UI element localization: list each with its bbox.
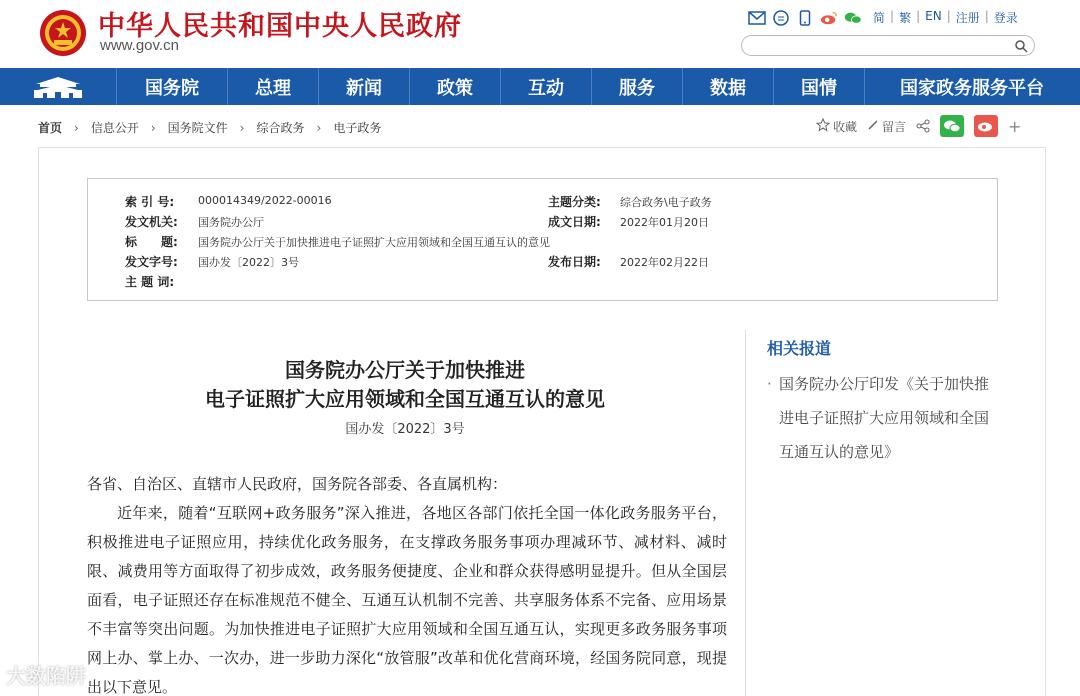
traditional-link[interactable]: 繁 xyxy=(899,11,912,25)
wechat-share-icon[interactable] xyxy=(940,115,964,137)
mail-icon[interactable] xyxy=(748,10,766,26)
mobile-icon[interactable] xyxy=(796,10,814,26)
related-report-link[interactable] xyxy=(767,367,997,469)
breadcrumb-e-government[interactable]: 电子政务 xyxy=(333,121,382,135)
nav-item-national-info[interactable]: 国情 xyxy=(774,68,865,105)
document-number: 国办发〔2022〕3号 xyxy=(345,422,465,437)
main-nav xyxy=(0,68,1080,105)
chevron-right-icon: › xyxy=(316,120,322,135)
divider: | xyxy=(946,9,951,23)
chevron-right-icon: › xyxy=(74,120,79,135)
written-date-label: 成文日期: xyxy=(548,215,601,229)
related-reports-title: 相关报道 xyxy=(767,339,832,358)
nav-item-state-council[interactable]: 国务院 xyxy=(117,68,228,105)
nav-item-policy[interactable]: 政策 xyxy=(410,68,501,105)
related-report-text[interactable]: 国务院办公厅印发《关于加快推进电子证照扩大应用领域和全国互通互认的意见》 xyxy=(779,375,990,461)
divider: | xyxy=(984,9,989,23)
issuer-label: 发文机关: xyxy=(125,215,178,229)
search-box xyxy=(741,35,1035,56)
share-icon[interactable] xyxy=(916,119,930,133)
breadcrumb-general-affairs[interactable]: 综合政务 xyxy=(256,121,305,135)
chat-icon[interactable] xyxy=(772,10,790,26)
nav-item-data[interactable]: 数据 xyxy=(683,68,774,105)
nav-item-service-platform[interactable]: 国家政务服务平台 xyxy=(900,77,1044,99)
weibo-icon[interactable] xyxy=(820,10,838,26)
favorite-button[interactable] xyxy=(816,118,857,135)
keywords-label: 主 题 词: xyxy=(125,275,175,289)
watermark-logo xyxy=(6,660,86,689)
document-title-line-1: 国务院办公厅关于加快推进 xyxy=(285,358,525,382)
breadcrumb-info-disclosure[interactable]: 信息公开 xyxy=(90,121,139,135)
tiananmen-icon[interactable] xyxy=(0,68,117,105)
simplified-link[interactable]: 简 xyxy=(873,11,886,25)
index-value: 000014349/2022-00016 xyxy=(198,194,332,207)
salutation: 各省、自治区、直辖市人民政府，国务院各部委、各直属机构： xyxy=(87,475,508,493)
favorite-label: 收藏 xyxy=(833,119,858,134)
message-button[interactable] xyxy=(867,118,906,135)
divider: | xyxy=(890,9,895,23)
doc-number-value: 国办发〔2022〕3号 xyxy=(198,256,299,269)
document-body xyxy=(87,470,727,696)
register-link[interactable]: 注册 xyxy=(955,11,980,25)
publish-date-value: 2022年02月22日 xyxy=(620,256,709,269)
bullet-icon: · xyxy=(767,375,772,393)
national-emblem-icon[interactable] xyxy=(38,8,88,58)
document-title xyxy=(100,356,710,414)
breadcrumb-state-council-docs[interactable]: 国务院文件 xyxy=(167,121,228,135)
pen-icon xyxy=(867,119,879,134)
breadcrumb xyxy=(38,119,381,136)
doc-number-label: 发文字号: xyxy=(125,255,178,269)
publish-date-label: 发布日期: xyxy=(548,255,601,269)
watermark-text: 大数陷阱 xyxy=(6,664,86,688)
body-paragraph: 近年来，随着“互联网+政务服务”深入推进，各地区各部门依托全国一体化政务服务平台，积极推进电子证照应用，持续优化政务服务，在支撑政务服务事项办理减环节、减材料、减时限、减费用等方面取得了初步成效，政务服务便捷度、企业和群众获得感明显提升。但从全国层面看，电子证照还存在标准规范不健全、互通互认机制不完善、共享服务体系不完备、应用场景不丰富等突出问题。为加快推进电子证照扩大应用领域和全国互通互认，实现更多政务服务事项网上办、掌上办、一次办，进一步助力深化“放管服”改革和优化营商环境，经国务院同意，现提出以下意见。 xyxy=(87,504,727,696)
chevron-right-icon: › xyxy=(239,120,245,135)
login-link[interactable]: 登录 xyxy=(993,11,1018,25)
weibo-share-icon[interactable] xyxy=(974,115,998,137)
title-label: 标 题: xyxy=(125,235,178,249)
site-url[interactable]: www.gov.cn xyxy=(100,37,179,54)
more-share-button[interactable]: + xyxy=(1008,116,1022,136)
divider: | xyxy=(916,9,921,23)
nav-item-premier[interactable]: 总理 xyxy=(228,68,319,105)
document-meta-table xyxy=(87,178,998,301)
share-bar xyxy=(816,115,1021,137)
document-title-line-2: 电子证照扩大应用领域和全国互通互认的意见 xyxy=(205,387,605,411)
search-icon[interactable] xyxy=(1014,38,1028,52)
subject-value: 综合政务\电子政务 xyxy=(620,196,712,209)
index-label: 索 引 号: xyxy=(125,195,175,209)
top-tools xyxy=(748,8,862,28)
english-link[interactable]: EN xyxy=(925,9,942,23)
top-links xyxy=(873,9,1018,26)
issuer-value: 国务院办公厅 xyxy=(198,216,264,229)
chevron-right-icon: › xyxy=(150,120,156,135)
nav-item-news[interactable]: 新闻 xyxy=(319,68,410,105)
search-input[interactable] xyxy=(752,38,1012,57)
wechat-icon[interactable] xyxy=(844,10,862,26)
nav-item-services[interactable]: 服务 xyxy=(592,68,683,105)
title-value: 国务院办公厅关于加快推进电子证照扩大应用领域和全国互通互认的意见 xyxy=(198,236,550,249)
message-label: 留言 xyxy=(882,119,907,134)
subject-label: 主题分类: xyxy=(548,195,601,209)
nav-item-interaction[interactable]: 互动 xyxy=(501,68,592,105)
site-title[interactable]: 中华人民共和国中央人民政府 xyxy=(98,11,462,42)
sidebar-divider xyxy=(745,330,746,696)
star-icon xyxy=(816,118,830,135)
breadcrumb-home[interactable]: 首页 xyxy=(38,121,63,135)
site-header xyxy=(0,0,1080,68)
written-date-value: 2022年01月20日 xyxy=(620,216,709,229)
